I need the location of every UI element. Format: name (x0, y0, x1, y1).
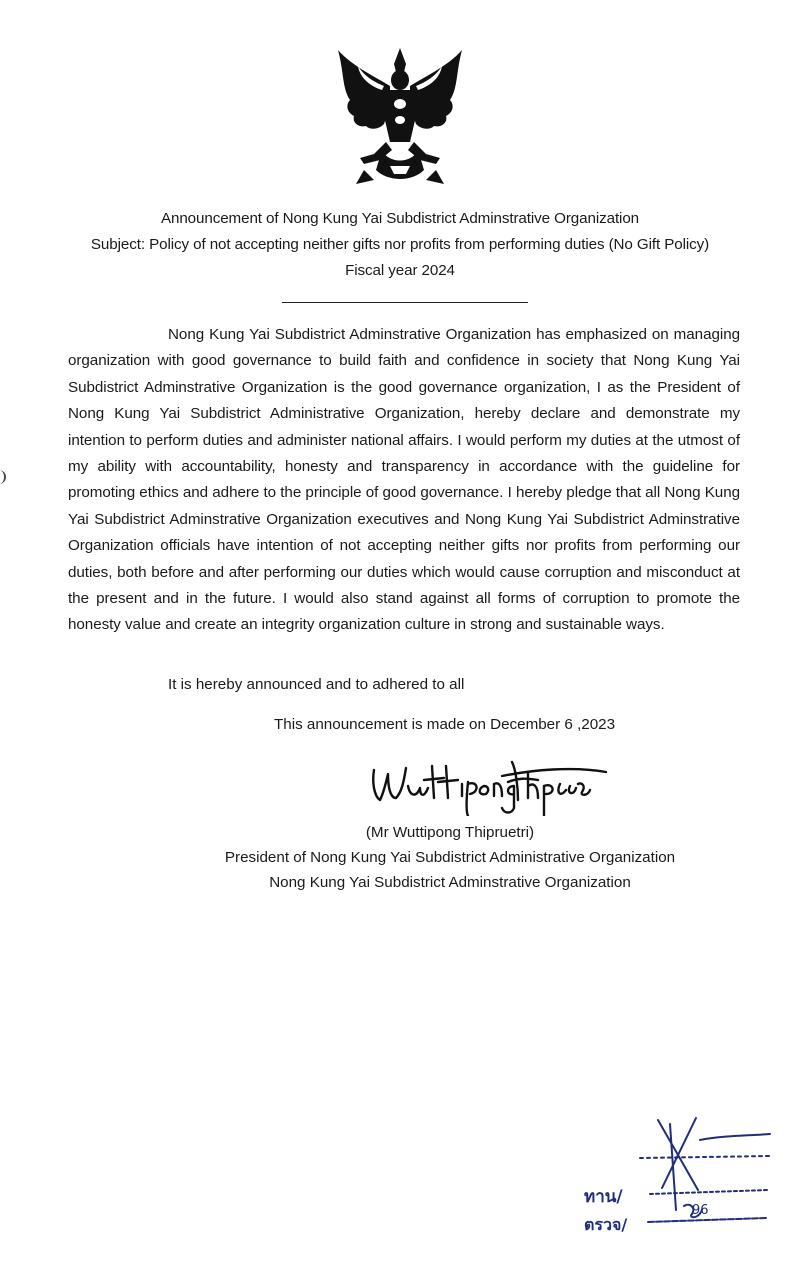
announcement-subject: Subject: Policy of not accepting neither gifts nor profits from performing duties (No Gift Policy) (90, 236, 710, 253)
garuda-emblem-icon (334, 46, 466, 186)
header-divider (282, 302, 528, 303)
stamp-label-typed: ทาน/ (584, 1187, 623, 1207)
signatory-title: President of Nong Kung Yai Subdistrict Administrative Organization (224, 849, 676, 866)
announcement-body: Nong Kung Yai Subdistrict Adminstrative Organization has emphasized on managing organization with good governance to build faith and confidence in society that Nong Kung Yai Subdistrict Adminstrative Organization is the good governance organization, I as the President of Nong Kung Yai Subdistrict Administrative Organization, hereby declare and demonstrate my intention to perform duties and administer national affairs. I would perform my duties at the utmost of my ability with accountability, honesty and transparency in accordance with the guideline for promoting ethics and adhere to the principle of good governance. I hereby pledge that all Nong Kung Yai Subdistrict Adminstrative Organization executives and Nong Kung Yai Subdistrict Adminstrative Organization officials have intention of not accepting neither gifts nor profits from performing our duties, both before and after performing our duties which would cause corruption and misconduct at the present and in the future. I would also stand against all forms of corruption to promote the honesty value and create an integrity organization culture in strong and sustainable ways. (68, 326, 740, 634)
fiscal-year: Fiscal year 2024 (345, 262, 455, 279)
signatory-organization: Nong Kung Yai Subdistrict Adminstrative Organization (269, 874, 631, 891)
stamp-number: 96 (692, 1203, 709, 1218)
scan-edge-mark (0, 470, 6, 484)
handwritten-signature (362, 752, 612, 816)
closing-statement: It is hereby announced and to adhered to all (168, 676, 465, 693)
announcement-title: Announcement of Nong Kung Yai Subdistrict Adminstrative Organization (160, 210, 640, 227)
signatory-name: (Mr Wuttipong Thipruetri) (365, 824, 535, 841)
review-stamp (580, 1110, 790, 1240)
announcement-header (0, 206, 800, 284)
announcement-date: This announcement is made on December 6 ,2023 (274, 716, 616, 733)
stamp-label-checked: ตรวจ/ (584, 1215, 628, 1234)
signature-block (180, 820, 720, 895)
